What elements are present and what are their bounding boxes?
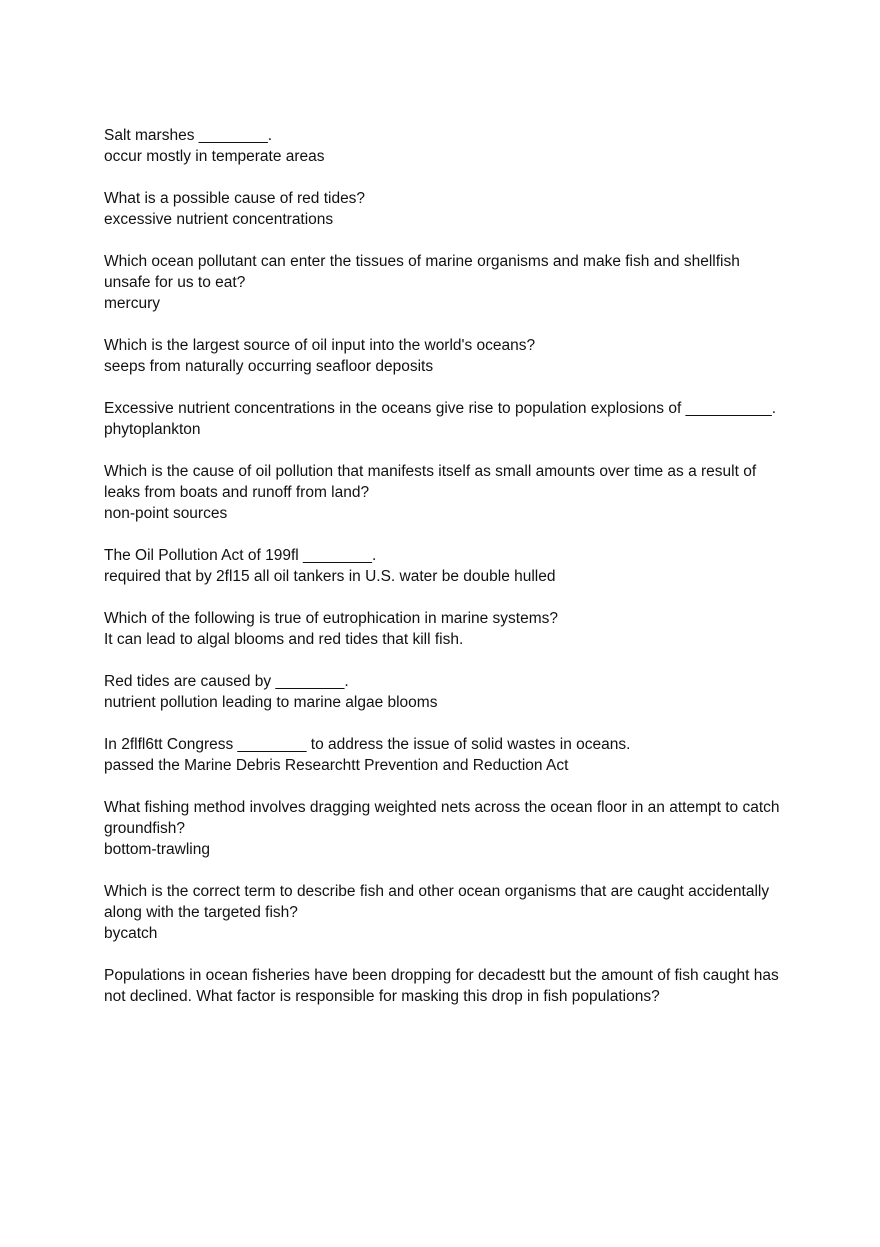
answer-text: nutrient pollution leading to marine algae blooms — [104, 694, 438, 711]
question-text: Which is the correct term to describe fish and other ocean organisms that are caught accidentally along with the targeted fish? — [104, 883, 770, 921]
answer-text: It can lead to algal blooms and red tides that kill fish. — [104, 631, 464, 648]
qa-item-10 — [104, 734, 784, 776]
question-text: Which ocean pollutant can enter the tissues of marine organisms and make fish and shellfish unsafe for us to eat? — [104, 253, 740, 291]
answer-text: bycatch — [104, 925, 158, 942]
qa-item-3 — [104, 251, 784, 314]
answer-text: seeps from naturally occurring seafloor deposits — [104, 358, 434, 375]
question-text: Which is the largest source of oil input into the world's oceans? — [104, 337, 536, 354]
question-text: Which of the following is true of eutrophication in marine systems? — [104, 610, 559, 627]
answer-text: excessive nutrient concentrations — [104, 211, 334, 228]
question-text: The Oil Pollution Act of 199fl ________. — [104, 547, 377, 564]
qa-item-13 — [104, 965, 784, 1007]
answer-text: bottom-trawling — [104, 841, 210, 858]
qa-item-11 — [104, 797, 784, 860]
question-text: Which is the cause of oil pollution that manifests itself as small amounts over time as a result of leaks from boats and runoff from land? — [104, 463, 757, 501]
qa-item-1 — [104, 125, 784, 167]
answer-text: mercury — [104, 295, 160, 312]
question-text: In 2flfl6tt Congress ________ to address the issue of solid wastes in oceans. — [104, 736, 631, 753]
question-text: Red tides are caused by ________. — [104, 673, 349, 690]
answer-text: required that by 2fl15 all oil tankers in U.S. water be double hulled — [104, 568, 556, 585]
question-text: Salt marshes ________. — [104, 127, 273, 144]
question-text: Excessive nutrient concentrations in the oceans give rise to population explosions of __________. — [104, 400, 777, 417]
answer-text: occur mostly in temperate areas — [104, 148, 325, 165]
question-text: What fishing method involves dragging weighted nets across the ocean floor in an attempt to catch groundfish? — [104, 799, 780, 837]
qa-item-9 — [104, 671, 784, 713]
answer-text: passed the Marine Debris Researchtt Prevention and Reduction Act — [104, 757, 569, 774]
question-text: Populations in ocean fisheries have been dropping for decadestt but the amount of fish caught has not declined. What factor is responsible for masking this drop in fish populations? — [104, 967, 779, 1005]
question-text: What is a possible cause of red tides? — [104, 190, 366, 207]
qa-item-6 — [104, 461, 784, 524]
qa-item-7 — [104, 545, 784, 587]
qa-item-4 — [104, 335, 784, 377]
qa-item-12 — [104, 881, 784, 944]
answer-text: phytoplankton — [104, 421, 201, 438]
answer-text: non-point sources — [104, 505, 228, 522]
qa-item-2 — [104, 188, 784, 230]
qa-item-5 — [104, 398, 784, 440]
qa-item-8 — [104, 608, 784, 650]
document-page — [104, 125, 784, 1028]
